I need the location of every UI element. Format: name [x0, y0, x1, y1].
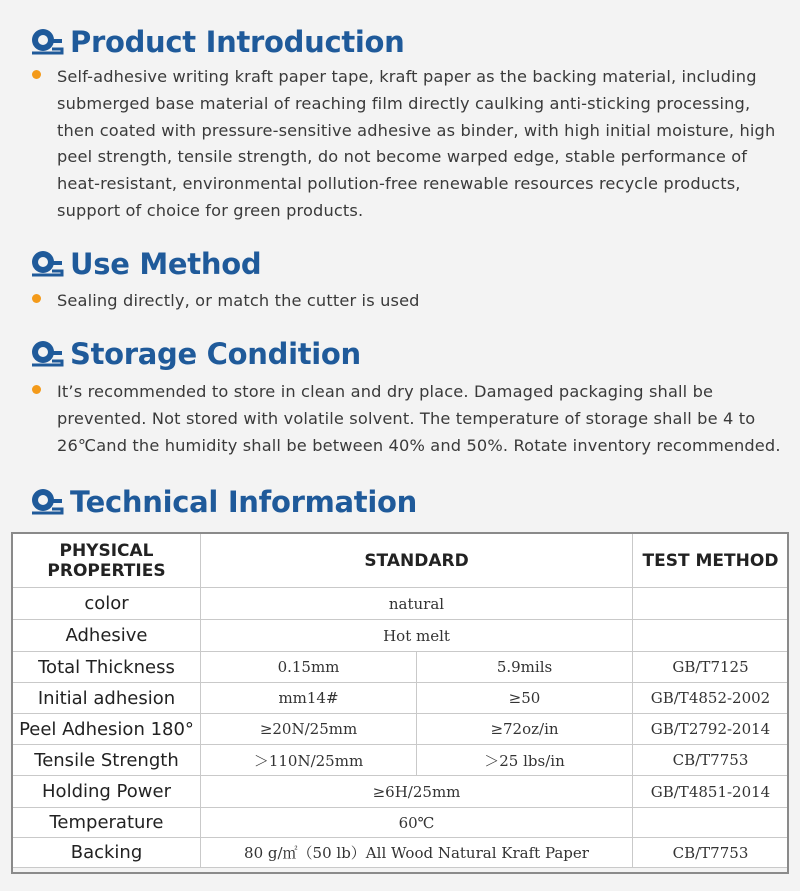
row-method — [633, 588, 789, 620]
tape-roll-icon — [30, 487, 64, 517]
technical-table — [12, 533, 789, 868]
table-row — [13, 714, 789, 745]
storage-text: It’s recommended to store in clean and dry place. Damaged packaging shall be prevented. Not stored with volatile solvent. The temperature of storage shall be 4 to 26℃and the humidity shall be between 40% and 50%. Rotate inventory recommended. — [57, 382, 781, 455]
row-method: CB/T7753 — [633, 838, 789, 868]
row-standard-metric: ≥20N/25mm — [201, 714, 417, 745]
row-standard: 80 g/㎡（50 lb）All Wood Natural Kraft Paper — [201, 838, 633, 868]
intro-text: Self-adhesive writing kraft paper tape, kraft paper as the backing material, including submerged base material of reaching film directly caulking anti-sticking processing, then coated with pressure-sensitive adhesive as binder, with high initial moisture, high peel strength, tensile strength, do not become warped edge, stable performance of heat-resistant, environmental pollution-free renewable resources recycle products, support of choice for green products. — [57, 67, 776, 220]
section-title: Technical Information — [70, 485, 417, 519]
row-property: Total Thickness — [13, 652, 201, 683]
row-method: GB/T2792-2014 — [633, 714, 789, 745]
table-row — [13, 745, 789, 776]
row-method: GB/T4851-2014 — [633, 776, 789, 808]
tape-roll-icon — [30, 249, 64, 279]
row-method: GB/T7125 — [633, 652, 789, 683]
use-text: Sealing directly, or match the cutter is used — [57, 291, 420, 310]
table-row — [13, 838, 789, 868]
row-standard-imperial: ≥50 — [417, 683, 633, 714]
row-standard: Hot melt — [201, 620, 633, 652]
table-row — [13, 652, 789, 683]
header-test-method: TEST METHOD — [633, 534, 789, 588]
tape-roll-icon — [30, 339, 64, 369]
header-standard: STANDARD — [201, 534, 633, 588]
row-method: GB/T4852-2002 — [633, 683, 789, 714]
row-property: Initial adhesion — [13, 683, 201, 714]
table-row — [13, 683, 789, 714]
table-row — [13, 588, 789, 620]
tape-roll-icon — [30, 27, 64, 57]
bullet-dot-icon — [32, 385, 41, 394]
header-physical-properties: PHYSICAL PROPERTIES — [13, 534, 201, 588]
row-method: CB/T7753 — [633, 745, 789, 776]
row-property: Temperature — [13, 808, 201, 838]
heading-storage-condition — [30, 336, 361, 372]
row-standard-metric: 0.15mm — [201, 652, 417, 683]
bullet-dot-icon — [32, 70, 41, 79]
row-standard-imperial: ≥72oz/in — [417, 714, 633, 745]
section-title: Storage Condition — [70, 337, 361, 371]
table-header-row — [13, 534, 789, 588]
row-property: color — [13, 588, 201, 620]
row-property: Peel Adhesion 180° — [13, 714, 201, 745]
row-method — [633, 620, 789, 652]
heading-use-method — [30, 246, 261, 282]
row-property: Tensile Strength — [13, 745, 201, 776]
table-row — [13, 620, 789, 652]
table-row — [13, 776, 789, 808]
row-standard-imperial: 5.9mils — [417, 652, 633, 683]
bullet-dot-icon — [32, 294, 41, 303]
row-property: Adhesive — [13, 620, 201, 652]
table-row — [13, 808, 789, 838]
section-title: Product Introduction — [70, 25, 405, 59]
row-standard-metric: ＞110N/25mm — [201, 745, 417, 776]
row-property: Backing — [13, 838, 201, 868]
row-standard: natural — [201, 588, 633, 620]
section-title: Use Method — [70, 247, 262, 281]
row-method — [633, 808, 789, 838]
row-standard-metric: mm14# — [201, 683, 417, 714]
row-standard: 60℃ — [201, 808, 633, 838]
row-standard: ≥6H/25mm — [201, 776, 633, 808]
row-property: Holding Power — [13, 776, 201, 808]
heading-technical-information — [30, 484, 417, 520]
row-standard-imperial: ＞25 lbs/in — [417, 745, 633, 776]
heading-product-introduction — [30, 24, 405, 60]
